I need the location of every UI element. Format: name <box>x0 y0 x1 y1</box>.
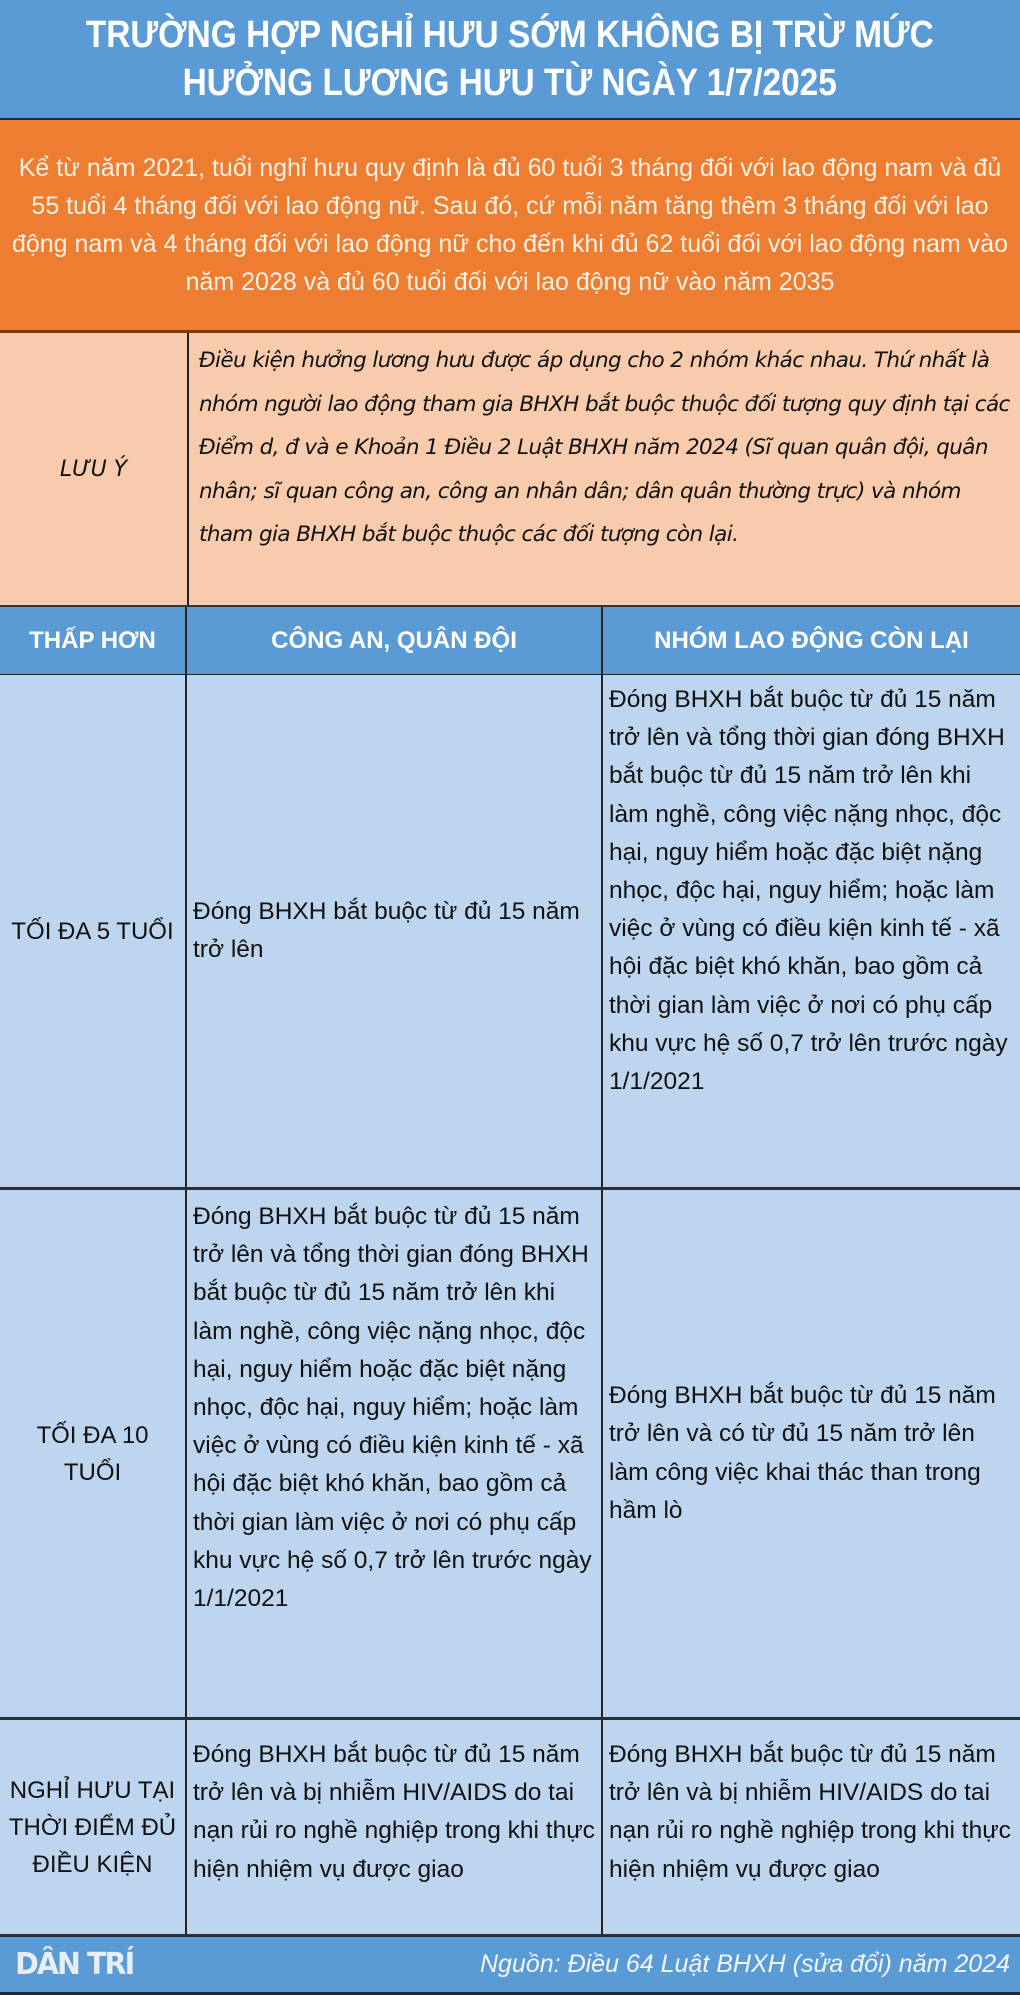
intro-box <box>0 120 1020 333</box>
source-citation: Nguồn: Điều 64 Luật BHXH (sửa đổi) năm 2024 <box>479 1950 1010 1978</box>
police-military-cell <box>187 1190 603 1717</box>
note-row <box>0 333 1020 607</box>
title-line-2: HƯỞNG LƯƠNG HƯU TỪ NGÀY 1/7/2025 <box>182 62 838 104</box>
dantri-logo: DÂN TRÍ <box>15 1947 134 1982</box>
cell-text: Đóng BHXH bắt buộc từ đủ 15 năm trở lên và tổng thời gian đóng BHXH bắt buộc từ đủ 15 năm trở lên khi làm nghề, công việc nặng nhọc, độc hại, nguy hiểm hoặc đặc biệt nặng nhọc, độc hại, nguy hiểm; hoặc làm việc ở vùng có điều kiện kinh tế - xã hội đặc biệt khó khăn, bao gồm cả thời gian làm việc ở nơi có phụ cấp khu vực hệ số 0,7 trở lên trước ngày 1/1/2021 <box>609 686 1008 1096</box>
header-lower-by: THẤP HƠN <box>0 607 187 674</box>
other-workers-cell <box>603 1190 1020 1717</box>
row-label: TỐI ĐA 10 TUỔI <box>0 1190 187 1717</box>
cell-text: Đóng BHXH bắt buộc từ đủ 15 năm trở lên và bị nhiễm HIV/AIDS do tai nạn rủi ro nghề nghiệp trong khi thực hiện nhiệm vụ được giao <box>193 1741 595 1883</box>
table-row <box>0 675 1020 1190</box>
police-military-cell <box>187 1720 603 1934</box>
row-label: TỐI ĐA 5 TUỔI <box>0 675 187 1187</box>
cell-text: Đóng BHXH bắt buộc từ đủ 15 năm trở lên và tổng thời gian đóng BHXH bắt buộc từ đủ 15 năm trở lên khi làm nghề, công việc nặng nhọc, độc hại, nguy hiểm hoặc đặc biệt nặng nhọc, độc hại, nguy hiểm; hoặc làm việc ở vùng có điều kiện kinh tế - xã hội đặc biệt khó khăn, bao gồm cả thời gian làm việc ở nơi có phụ cấp khu vực hệ số 0,7 trở lên trước ngày 1/1/2021 <box>193 1203 592 1613</box>
row-label: NGHỈ HƯU TẠI THỜI ĐIỂM ĐỦ ĐIỀU KIỆN <box>0 1720 187 1934</box>
cell-text: Đóng BHXH bắt buộc từ đủ 15 năm trở lên và bị nhiễm HIV/AIDS do tai nạn rủi ro nghề nghiệp trong khi thực hiện nhiệm vụ được giao <box>609 1741 1011 1883</box>
title-banner <box>0 0 1020 120</box>
other-workers-cell <box>603 675 1020 1187</box>
cell-text: Đóng BHXH bắt buộc từ đủ 15 năm trở lên <box>193 897 580 963</box>
other-workers-cell <box>603 1720 1020 1934</box>
intro-text: Kể từ năm 2021, tuổi nghỉ hưu quy định là đủ 60 tuổi 3 tháng đối với lao động nam và đủ 55 tuổi 4 tháng đối với lao động nữ. Sau đó, cứ mỗi năm tăng thêm 3 tháng đối với lao động nam và 4 tháng đối với lao động nữ cho đến khi đủ 62 tuổi đối với lao động nam vào năm 2028 và đủ 60 tuổi đối với lao động nữ vào năm 2035 <box>11 154 1009 296</box>
header-other-workers: NHÓM LAO ĐỘNG CÒN LẠI <box>654 626 969 654</box>
note-label: LƯU Ý <box>0 333 189 605</box>
cell-text: Đóng BHXH bắt buộc từ đủ 15 năm trở lên và có từ đủ 15 năm trở lên làm công việc khai thác than trong hầm lò <box>609 1382 996 1524</box>
header-police-military: CÔNG AN, QUÂN ĐỘI <box>187 607 603 674</box>
police-military-cell <box>187 675 603 1187</box>
footer <box>0 1937 1020 1995</box>
table-header-row <box>0 607 1020 676</box>
note-text: Điều kiện hưởng lương hưu được áp dụng cho 2 nhóm khác nhau. Thứ nhất là nhóm người lao động tham gia BHXH bắt buộc thuộc đối tượng quy định tại các Điểm d, đ và e Khoản 1 Điều 2 Luật BHXH năm 2024 (Sĩ quan quân đội, quân nhân; sĩ quan công an, công an nhân dân; dân quân thường trực) và nhóm tham gia BHXH bắt buộc thuộc các đối tượng còn lại. <box>199 348 1010 547</box>
table-row <box>0 1190 1020 1720</box>
title-line-1: TRƯỜNG HỢP NGHỈ HƯU SỚM KHÔNG BỊ TRỪ MỨC <box>85 14 934 56</box>
table-row <box>0 1720 1020 1937</box>
